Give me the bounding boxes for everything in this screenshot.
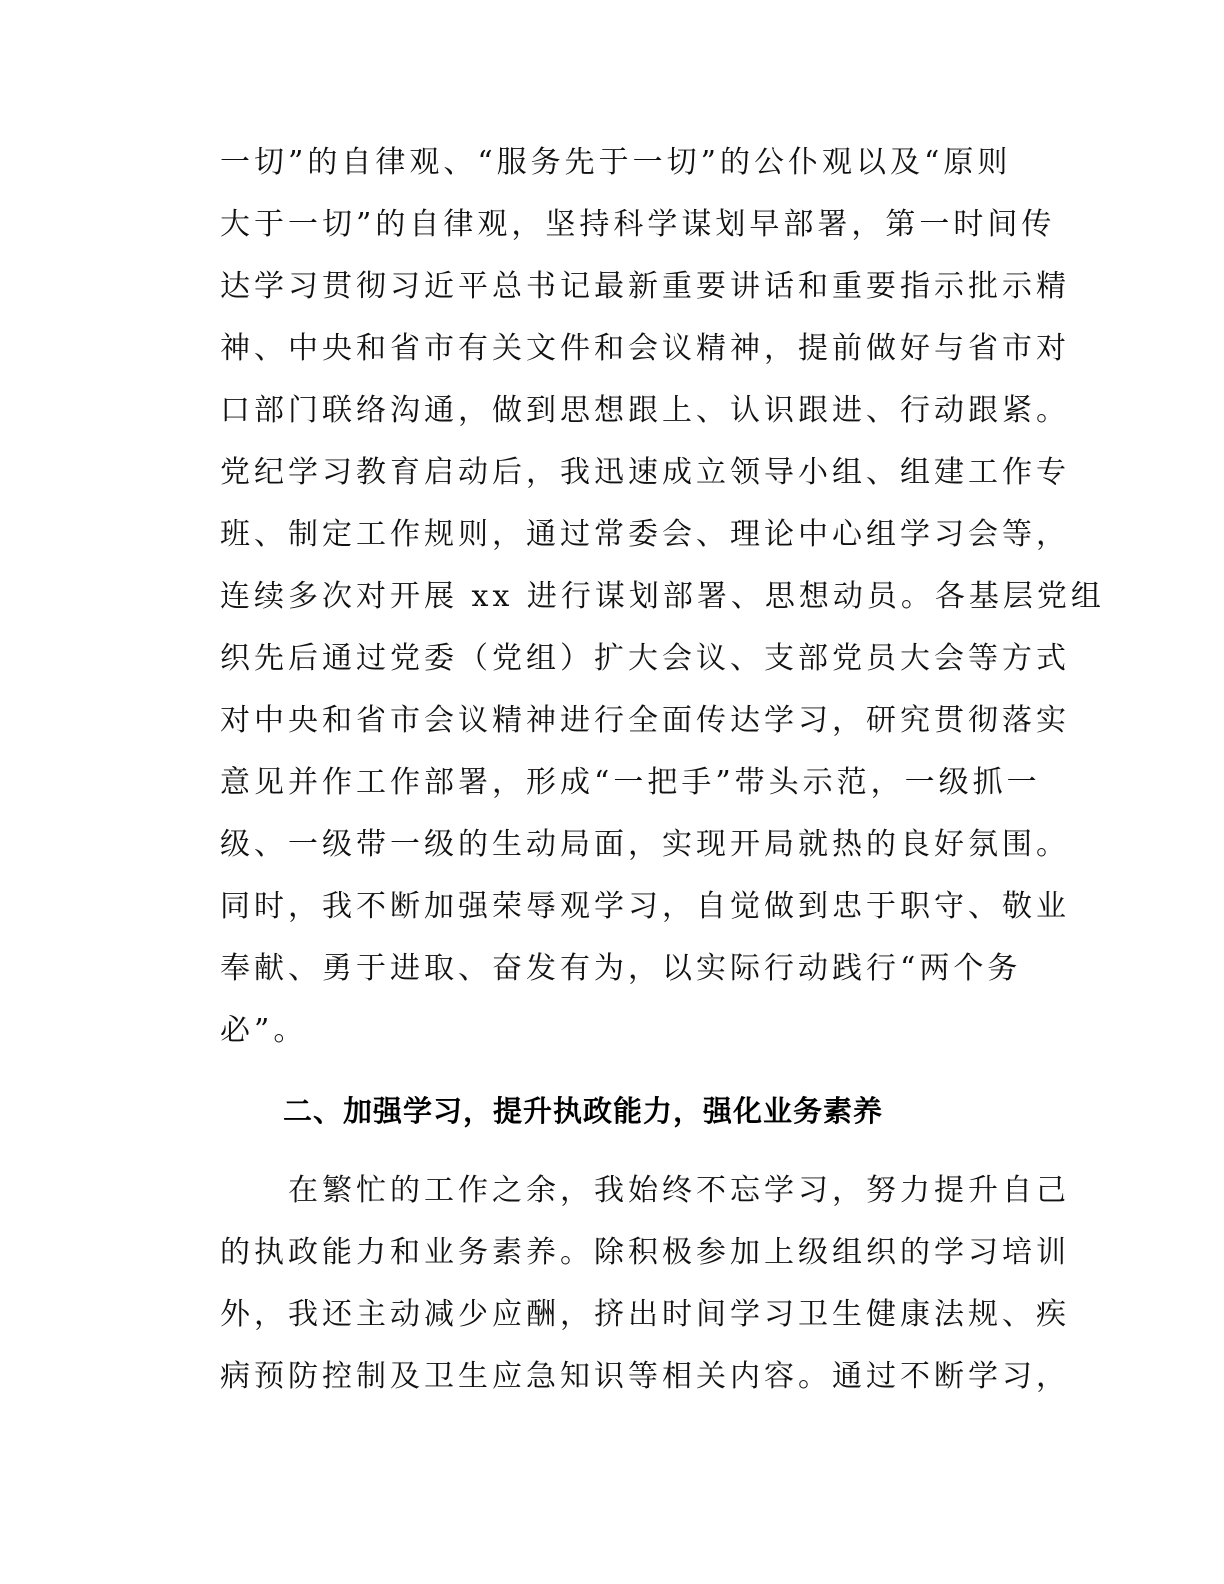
paragraph-line: 意见并作工作部署，形成“一把手”带头示范，一级抓一: [220, 765, 1041, 800]
paragraph-line: 必”。: [220, 1013, 308, 1048]
paragraph-line: 连续多次对开展 xx 进行谋划部署、思想动员。各基层党组: [220, 579, 1105, 614]
paragraph-line: 病预防控制及卫生应急知识等相关内容。通过不断学习，: [220, 1359, 1070, 1394]
section-heading: 二、加强学习，提升执政能力，强化业务素养: [283, 1094, 884, 1128]
body-paragraph-2: [220, 1160, 1070, 1408]
paragraph-line: 班、制定工作规则，通过常委会、理论中心组学习会等，: [220, 517, 1070, 552]
paragraph-line: 级、一级带一级的生动局面，实现开局就热的良好氛围。: [220, 827, 1070, 862]
paragraph-line: 的执政能力和业务素养。除积极参加上级组织的学习培训: [220, 1235, 1070, 1270]
paragraph-line: 对中央和省市会议精神进行全面传达学习，研究贯彻落实: [220, 703, 1070, 738]
paragraph-line: 在繁忙的工作之余，我始终不忘学习，努力提升自己: [220, 1173, 1070, 1208]
paragraph-line: 奉献、勇于进取、奋发有为，以实际行动践行“两个务: [220, 951, 1022, 986]
paragraph-line: 外，我还主动减少应酬，挤出时间学习卫生健康法规、疾: [220, 1297, 1070, 1332]
paragraph-line: 同时，我不断加强荣辱观学习，自觉做到忠于职守、敬业: [220, 889, 1070, 924]
paragraph-line: 大于一切”的自律观，坚持科学谋划早部署，第一时间传: [220, 207, 1056, 242]
body-paragraph-1: [220, 132, 1105, 1062]
paragraph-line: 口部门联络沟通，做到思想跟上、认识跟进、行动跟紧。: [220, 393, 1070, 428]
paragraph-line: 一切”的自律观、“服务先于一切”的公仆观以及“原则: [220, 145, 1012, 180]
paragraph-line: 党纪学习教育启动后，我迅速成立领导小组、组建工作专: [220, 455, 1070, 490]
paragraph-line: 神、中央和省市有关文件和会议精神，提前做好与省市对: [220, 331, 1070, 366]
paragraph-line: 达学习贯彻习近平总书记最新重要讲话和重要指示批示精: [220, 269, 1070, 304]
paragraph-line: 织先后通过党委（党组）扩大会议、支部党员大会等方式: [220, 641, 1070, 676]
